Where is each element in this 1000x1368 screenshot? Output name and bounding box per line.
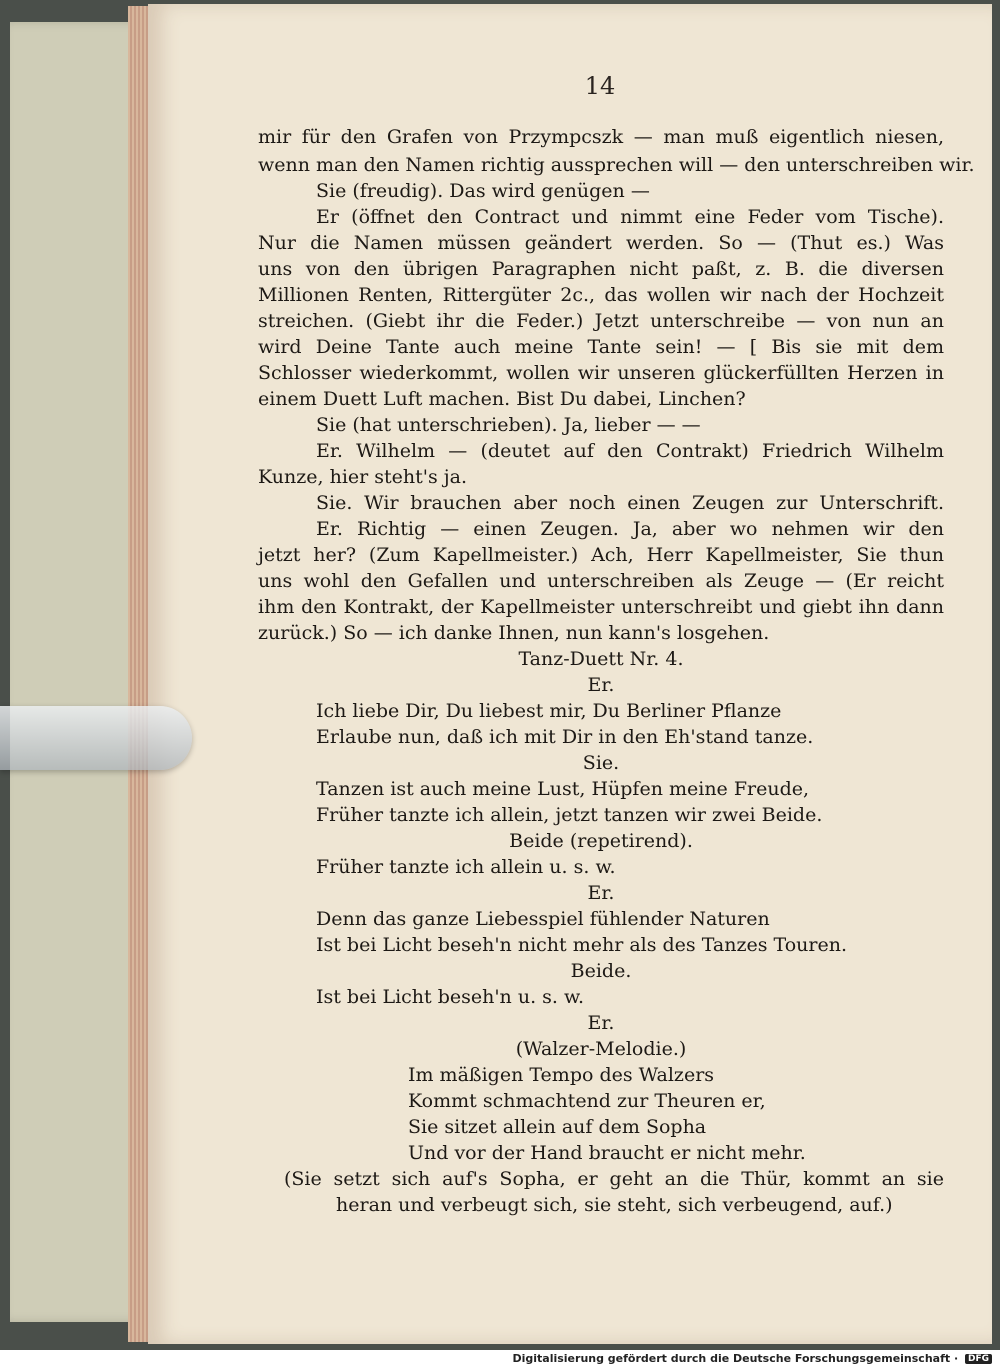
text-line: Nur die Namen müssen geändert werden. So — (Thut es.) Was — [258, 232, 944, 254]
text-line: einem Duett Luft machen. Bist Du dabei, Linchen? — [258, 388, 746, 410]
page-number: 14 — [584, 72, 616, 100]
dfg-logo: DFG — [965, 1354, 992, 1364]
text-line: wenn man den Namen richtig aussprechen will — den unterschreiben wir. — [258, 154, 975, 176]
text-line: mir für den Grafen von Przympcszk — man muß eigentlich niesen, — [258, 126, 944, 148]
verse-line: Ist bei Licht beseh'n nicht mehr als des Tanzes Touren. — [316, 934, 847, 956]
verse-line: Und vor der Hand braucht er nicht mehr. — [408, 1142, 806, 1164]
speaker-label: Er. — [587, 674, 615, 696]
text-line: streichen. (Giebt ihr die Feder.) Jetzt unterschreibe — von nun an — [258, 310, 944, 332]
speaker-label: Er. — [587, 882, 615, 904]
verse-line: Tanzen ist auch meine Lust, Hüpfen meine Freude, — [316, 778, 810, 800]
speaker-label: Beide (repetirend). — [509, 830, 693, 852]
verse-line: Sie sitzet allein auf dem Sopha — [408, 1116, 707, 1138]
verse-line: Im mäßigen Tempo des Walzers — [408, 1064, 715, 1086]
text-line: Schlosser wiederkommt, wollen wir unseren glückerfüllten Herzen in — [258, 362, 944, 384]
text-line: Sie. Wir brauchen aber noch einen Zeugen zur Unterschrift. — [316, 492, 944, 514]
digitization-footer — [512, 1352, 992, 1365]
verse-line: Erlaube nun, daß ich mit Dir in den Eh'stand tanze. — [316, 726, 814, 748]
plastic-page-clip — [0, 706, 192, 770]
speaker-label: Beide. — [570, 960, 632, 982]
verse-line: Früher tanzte ich allein u. s. w. — [316, 856, 616, 878]
text-line: Er. Richtig — einen Zeugen. Ja, aber wo nehmen wir den — [316, 518, 944, 540]
text-line: Er. Wilhelm — (deutet auf den Contrakt) Friedrich Wilhelm — [316, 440, 944, 462]
text-line: wird Deine Tante auch meine Tante sein! — [ Bis sie mit dem — [258, 336, 944, 358]
verse-line: Denn das ganze Liebesspiel fühlender Naturen — [316, 908, 770, 930]
stage-direction: (Walzer-Melodie.) — [515, 1038, 687, 1060]
book-cover-board — [10, 22, 145, 1322]
verse-line: Ist bei Licht beseh'n u. s. w. — [316, 986, 585, 1008]
stage-direction: (Sie setzt sich auf's Sopha, er geht an die Thür, kommt an sie — [284, 1168, 944, 1190]
text-line: Sie (hat unterschrieben). Ja, lieber — — — [316, 414, 701, 436]
text-line: Er (öffnet den Contract und nimmt eine Feder vom Tische). — [316, 206, 944, 228]
footer-text: Digitalisierung gefördert durch die Deutsche Forschungsgemeinschaft · — [512, 1352, 959, 1365]
text-line: Kunze, hier steht's ja. — [258, 466, 468, 488]
verse-line: Früher tanzte ich allein, jetzt tanzen wir zwei Beide. — [316, 804, 823, 826]
verse-line: Ich liebe Dir, Du liebest mir, Du Berliner Pflanze — [316, 700, 782, 722]
text-line: zurück.) So — ich danke Ihnen, nun kann's losgehen. — [258, 622, 770, 644]
section-heading: Tanz-Duett Nr. 4. — [518, 648, 684, 670]
text-line: uns wohl den Gefallen und unterschreiben als Zeuge — (Er reicht — [258, 570, 944, 592]
text-line: Millionen Renten, Rittergüter 2c., das wollen wir nach der Hochzeit — [258, 284, 944, 306]
text-line: Sie (freudig). Das wird genügen — — [316, 180, 650, 202]
speaker-label: Sie. — [582, 752, 620, 774]
text-line: ihm den Kontrakt, der Kapellmeister unterschreibt und giebt ihn dann — [258, 596, 944, 618]
stage-direction: heran und verbeugt sich, sie steht, sich verbeugend, auf.) — [336, 1194, 893, 1216]
verse-line: Kommt schmachtend zur Theuren er, — [408, 1090, 766, 1112]
speaker-label: Er. — [587, 1012, 615, 1034]
text-line: uns von den übrigen Paragraphen nicht paßt, z. B. die diversen — [258, 258, 944, 280]
text-line: jetzt her? (Zum Kapellmeister.) Ach, Herr Kapellmeister, Sie thun — [258, 544, 944, 566]
